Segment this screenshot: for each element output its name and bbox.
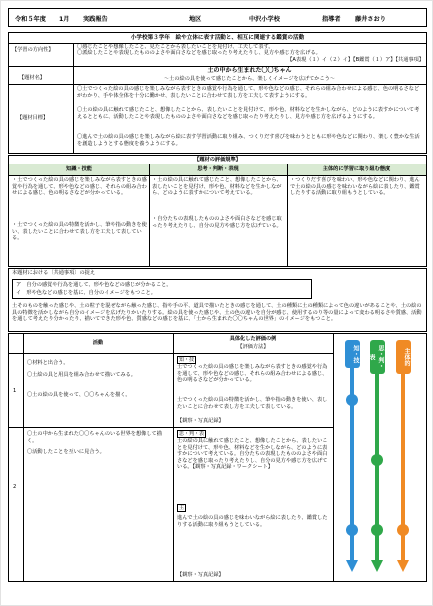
activities-block: [8, 333, 427, 582]
eval-row-1-line-2: 土でつくった絵の具の特徴を活かし、筆や指の動きを使い、表したいことに合わせて表し方を工夫して表している。: [177, 397, 328, 410]
arrow-dot-attitude-1: [397, 524, 409, 536]
eval-row-1-tag: 知・技: [179, 357, 195, 363]
activity-row-2-line-1: 〇土の中から生まれた〇〇ちゃんのいる世界を想像して描く。: [27, 431, 162, 444]
arrow-head-thinking: [371, 560, 383, 572]
criteria-col2-item-1: ・土の絵の具に触れて感じたこと、想像したことから、表したいことを見付け、形や色、材料などを生かしながら、どのように表すかについて考えている。: [152, 177, 282, 197]
criteria-col2-item-2: ・自分たちの表現したもののよさや面白さなどを感じ取ったり考えたりし、自分の見方や感じ方を広げている。: [152, 216, 282, 229]
eval-row-2-line-2: 進んで土の絵の具の感じを味わいながら絵に表したり、鑑賞したりする活動に取り組もうとしている。: [177, 515, 328, 528]
header-teacher-label: 指導者: [322, 16, 341, 23]
arrow-dot-thinking-1: [371, 454, 383, 466]
goal-1: 〇土でつくった絵の具の感じを楽しみながら表すときの感覚や行為を通して、形や色などの感じ、それらの組み合わせによる感じ、色の明るさなどがわかり、手や体全体を十分に働かせ、表したいことに合わせて表し方を工夫して表すようにする。: [77, 86, 420, 99]
eval-row-1-method: 【観察・写真記録】: [177, 418, 224, 424]
header-year: 令和５年度: [15, 16, 46, 23]
activity-row-1-line-2: 〇土絵の具と用具を組み合わせて描いてみる。: [27, 372, 136, 378]
direction-line-1: 〇感じたことや想像したこと、見たことから表したいことを見付け、工夫して表す。: [77, 44, 274, 50]
unit-block: [8, 32, 427, 154]
criteria-col3-item-1: ・つくりだす喜びを味わい、形や色などに関わり、進んで土の絵の具の感じを味わいながら絵に表したり、鑑賞したりする活動に取り組もうとしている。: [290, 177, 420, 197]
arrow-head-attitude: [397, 560, 409, 572]
eval-row-2-tag: 思・判・表: [179, 431, 205, 437]
arrow-dot-thinking-2: [371, 524, 383, 536]
direction-line-2: 〇派絵したことや表現したもののよさや面白さなどを感じ取ったり考えたりし、見方や感じ方を広げる。: [77, 50, 321, 56]
activity-row-1-line-3: 〇土の絵の具を使って、〇〇ちゃんを描く。: [27, 392, 131, 398]
arrow-dot-knowledge-2: [346, 524, 358, 536]
arrow-label-thinking: 思・判・表: [370, 340, 385, 374]
direction-label: 【学習の方向性】: [12, 47, 54, 53]
activity-row-2-num: 2: [13, 484, 17, 490]
common-matter-b: イ 形や色などの感じを基に、自分のイメージをもつこと。: [16, 290, 156, 296]
common-matters-box: [12, 279, 312, 299]
direction-reference: 【A表現（１）イ（２）イ】【B鑑賞（１）ア】【共通事項】: [287, 57, 424, 63]
common-matters-title: 本題材における〔共通事項〕の捉え: [12, 270, 96, 276]
arrow-label-knowledge: 知・技: [345, 340, 360, 368]
criteria-block: [8, 155, 427, 267]
unit-title: 小学校第３学年 絵や立体に表す活動と、相互に関連する鑑賞の活動: [130, 35, 305, 41]
header-teacher-name: 藤井さおり: [355, 16, 386, 23]
header-month: 1月: [59, 16, 70, 23]
activities-col-eval-sub: 【評価方法】: [237, 344, 269, 350]
name-subtitle: ～土の絵の具を使って感じたことから、楽しくイメージを広げてかこう～: [163, 76, 336, 82]
criteria-title: 【題材の評価規準】: [194, 157, 241, 163]
eval-row-2-method: 【観察・写真記録】: [177, 572, 224, 578]
criteria-col2-header: 思考・判断・表現: [197, 166, 239, 172]
common-matter-a: ア 自分の感覚や行為を通して、形や色などの感じが分かること。: [16, 282, 172, 288]
activity-row-1-num: 1: [13, 388, 17, 394]
goals-label: 【題材目標】: [17, 115, 49, 121]
criteria-col3-header: 主体的に学習に取り組む態度: [322, 166, 391, 172]
eval-row-2-tag2: 主: [179, 505, 185, 511]
header-bar: [8, 8, 427, 27]
eval-row-2-line-1: 土の絵の具に触れて感じたこと、想像したことから、表したいことを見付けて、形や色、材料などを生かしながら、どのように表すかについて考えている。自分たちの表現したもののよさや面白さなどを感じ取ったり考えたりし、自分の見方や感じ方を広げている。【観察・写真記録・ワークシート】: [177, 438, 328, 471]
criteria-col1-item-1: ・土でつくった絵の具の感じを楽しみながら表すときの感覚や行為を通して、形や色などの感じ、それらの組み合わせによる感じ、色の明るさなどが分かっている。: [12, 177, 147, 197]
goal-2: 〇土の絵の具に触れて感じたこと、想像したことから、表したいことを見付けて、形や色、材料などを生かしながら、どのように表すかについて考えるとともに、活動したことや表現したもののよさや面白さなどを感じ取ったり考えたりし、見方や感じ方を広げるようにする。: [77, 107, 420, 120]
name-label: 【題材名】: [19, 75, 45, 81]
activities-col-eval: 具体化した評価の例: [229, 336, 277, 342]
header-class-type: 実践報告: [83, 16, 108, 23]
arrow-dot-knowledge-1: [346, 394, 358, 406]
name-title: 土の中から生まれた〇〇ちゃん: [207, 67, 292, 74]
header-school: 中沢小学校: [249, 16, 280, 23]
common-matters-summary: 土そのものを触った感じや、土の粒子を混ぜながら触った感じ、指や手の平、道具で描いたときの感じを通して、土の種類に土の種類によって色の違いがあることや、土の絵の具の特徴を活かしながら自分のイメージを広げたりかいたりする。絵の具を使った感じや、土の色の違いを自分が感じ、使用するのり等の量によって変わる明るさや質感、活動を通して考えたり分かったり、描いてできた形や色、質感などの感じを基に、「土から生まれた〇〇ちゃんの世界」のイメージをもつこと。: [12, 303, 422, 323]
criteria-col1-header: 知識・技能: [66, 166, 92, 172]
activity-row-1-line-1: 〇材料と出合う。: [27, 360, 69, 366]
arrows-area: [333, 334, 426, 581]
header-district: 地区: [189, 16, 202, 23]
arrow-label-attitude: 主体的: [396, 340, 411, 374]
criteria-col1-item-2: ・土でつくった絵の具の特徴を活かし、筆や指の動きを使い、表したいことに合わせて表し方を工夫して表している。: [12, 222, 147, 242]
activities-col-activity: 活動: [92, 340, 104, 346]
goal-3: 〇進んで土の絵の具の感じを楽しみながら絵に表す学習活動に取り組み、つくりだす喜びを味わうとともに形や色などに関わり、楽しく豊かな生活を創造しようとする態度を養うようにする。: [77, 134, 420, 147]
activity-row-2-line-2: 〇活動したことを互いに見合う。: [27, 449, 105, 455]
common-matters-block: [8, 268, 427, 332]
eval-row-1-line-1: 土でつくった絵の具の感じを楽しみながら表すときの感覚や行為を通して、形や色などの感じ、それらの組み合わせによる感じ、色の明るさなどが分かっている。: [177, 364, 328, 384]
arrow-head-knowledge: [346, 560, 358, 572]
